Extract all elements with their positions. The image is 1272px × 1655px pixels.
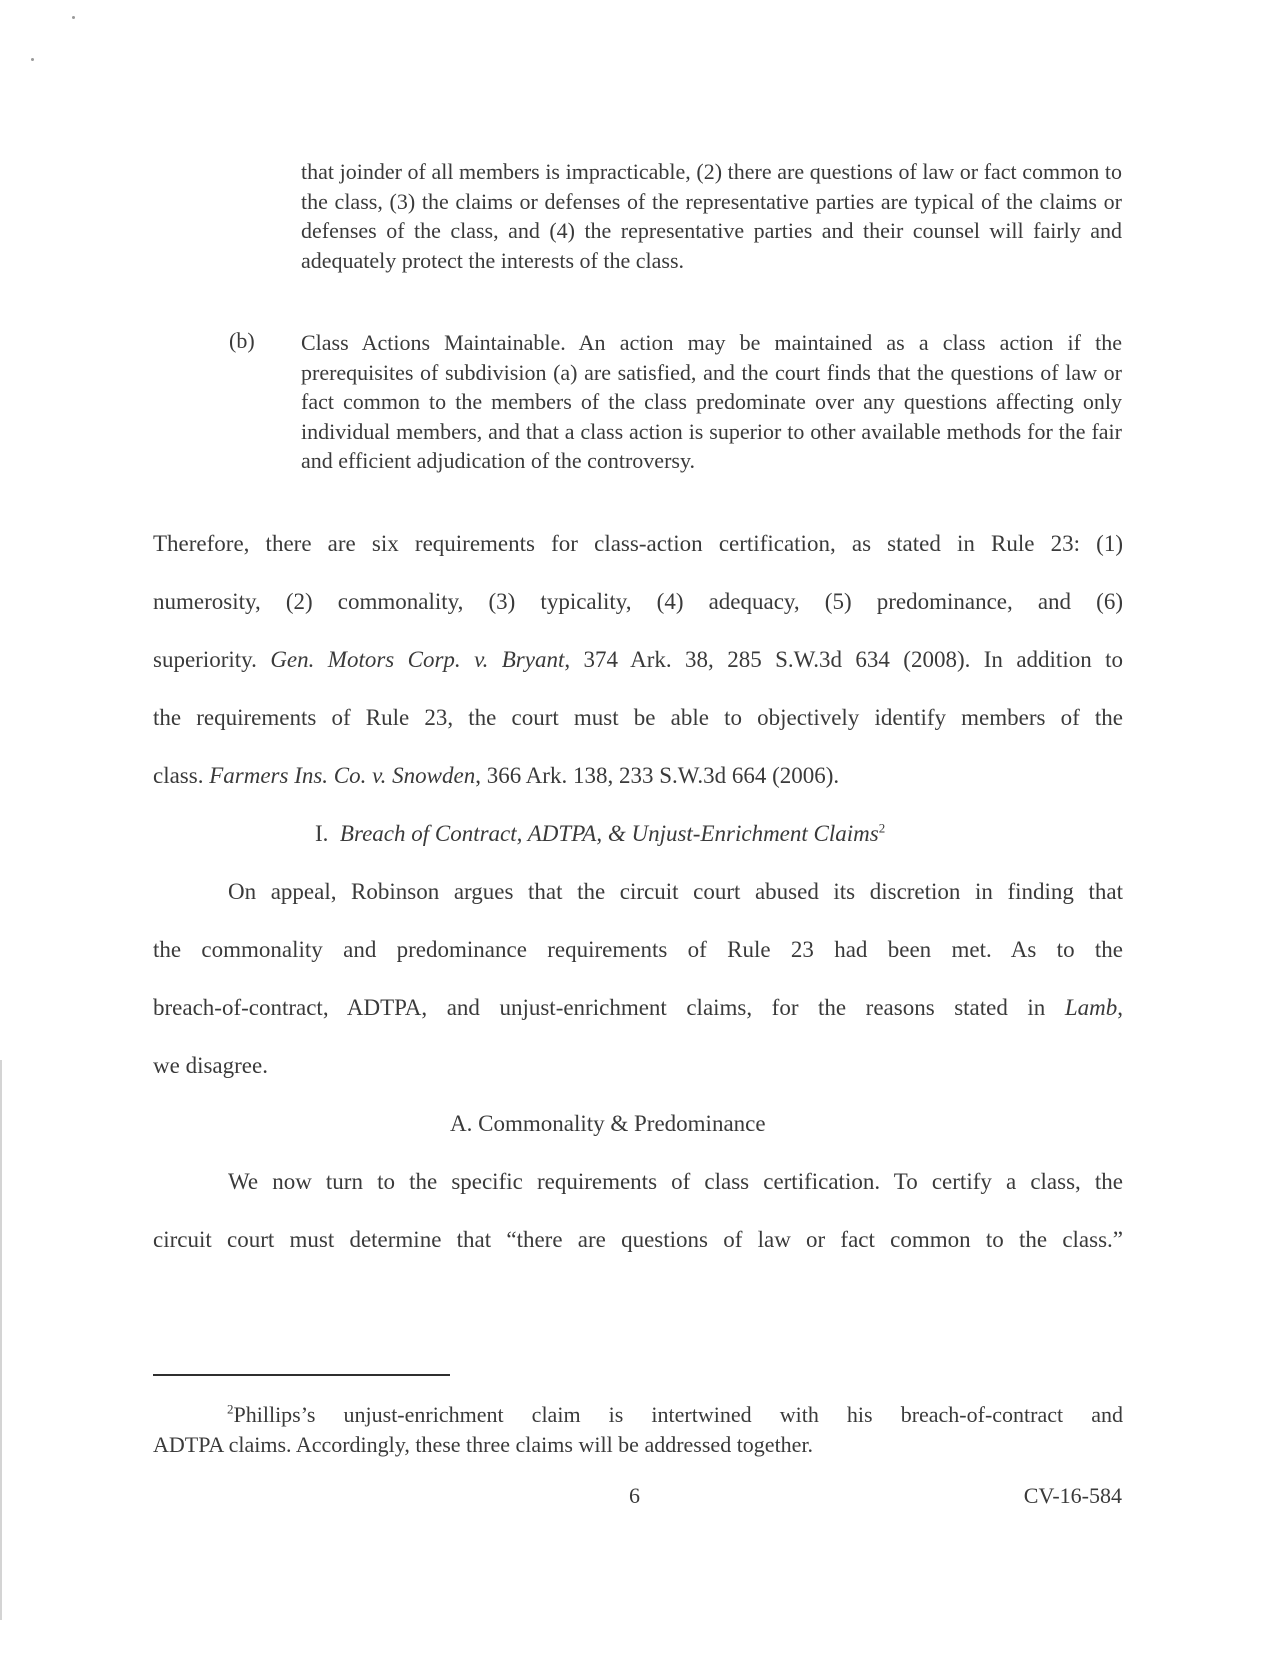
scan-speck	[72, 16, 75, 19]
paragraph-line: the commonality and predominance requirements of Rule 23 had been met. As to the	[153, 937, 1123, 962]
case-citation: Gen. Motors Corp. v. Bryant	[270, 647, 565, 672]
footnote-ref: 2	[878, 820, 886, 836]
scan-speck	[31, 58, 34, 61]
section-heading	[315, 821, 885, 847]
block-quote-b-label: (b)	[229, 328, 255, 353]
text-run: , 366 Ark. 138, 233 S.W.3d 664 (2006).	[475, 763, 840, 788]
footnote-line: ADTPA claims. Accordingly, these three claims will be addressed together.	[153, 1432, 814, 1457]
text-run: superiority.	[153, 647, 271, 672]
paragraph-line	[153, 763, 839, 789]
paragraph-line: numerosity, (2) commonality, (3) typicality, (4) adequacy, (5) predominance, and (6)	[153, 589, 1123, 614]
footnote-line	[153, 1400, 1123, 1430]
case-citation: Farmers Ins. Co. v. Snowden	[209, 763, 476, 788]
text-run: ,	[1117, 995, 1123, 1020]
docket-number: CV-16-584	[1023, 1483, 1122, 1508]
text-run: class.	[153, 763, 210, 788]
paragraph-line	[153, 647, 1123, 673]
section-number: I.	[315, 821, 329, 846]
footnote-text: Phillips’s unjust-enrichment claim is intertwined with his breach-of-contract and	[233, 1402, 1123, 1427]
section-title: Breach of Contract, ADTPA, & Unjust-Enrichment Claims	[339, 821, 879, 846]
text-run: breach-of-contract, ADTPA, and unjust-enrichment claims, for the reasons stated in	[153, 995, 1065, 1020]
paragraph-line: circuit court must determine that “there are questions of law or fact common to the class.”	[153, 1227, 1123, 1252]
paragraph-line: We now turn to the specific requirements of class certification. To certify a class, the	[228, 1169, 1123, 1194]
paragraph-line: Therefore, there are six requirements for class-action certification, as stated in Rule 23: (1)	[153, 531, 1123, 556]
subsection-heading: A. Commonality & Predominance	[450, 1111, 766, 1136]
paragraph-line	[153, 995, 1123, 1021]
page-number: 6	[629, 1483, 640, 1508]
footnote-number: 2	[227, 1401, 234, 1417]
paragraph-line: we disagree.	[153, 1053, 268, 1078]
footnote-separator	[153, 1374, 450, 1376]
case-citation: Lamb	[1064, 995, 1118, 1020]
block-quote-a: that joinder of all members is impracticable, (2) there are questions of law or fact common to the class, (3) the claims or defenses of the representative parties are typical of the claims or defenses of the class, and (4) the representative parties and their counsel will fairly and adequately protect the interests of the class.	[301, 159, 1122, 273]
paragraph-line: the requirements of Rule 23, the court must be able to objectively identify members of the	[153, 705, 1123, 730]
text-run: , 374 Ark. 38, 285 S.W.3d 634 (2008). In addition to	[564, 647, 1123, 672]
scan-edge-shadow	[0, 1060, 2, 1620]
paragraph-line: On appeal, Robinson argues that the circuit court abused its discretion in finding that	[228, 879, 1123, 904]
block-quote-b: Class Actions Maintainable. An action may be maintained as a class action if the prerequisites of subdivision (a) are satisfied, and the court finds that the questions of law or fact common to the members of the class predominate over any questions affecting only individual members, and that a class action is superior to other available methods for the fair and efficient adjudication of the controversy.	[301, 330, 1122, 473]
footnote	[153, 1400, 1123, 1460]
